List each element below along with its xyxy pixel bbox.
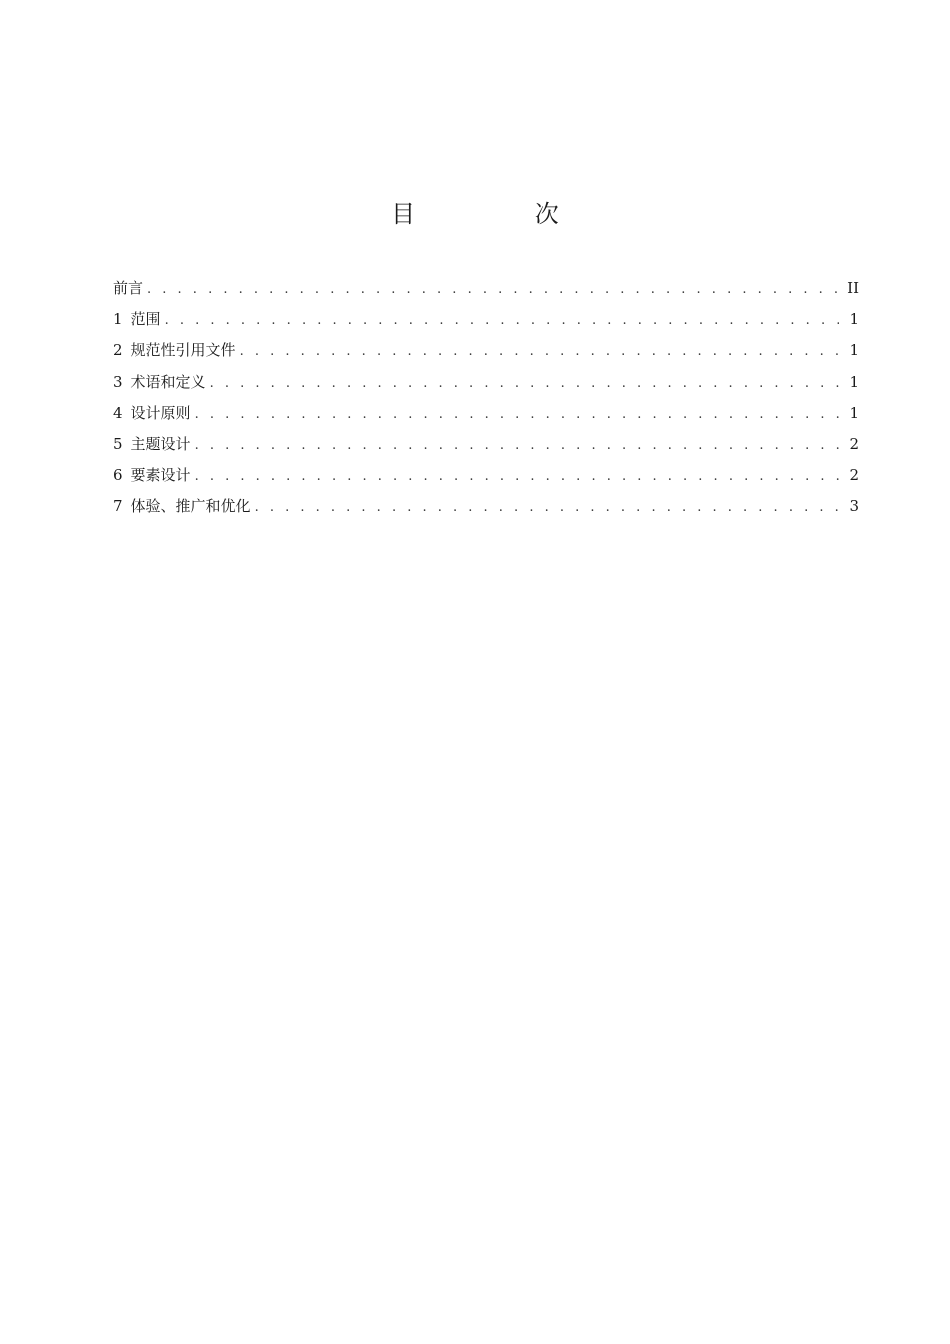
toc-dot-leader — [210, 372, 839, 396]
toc-entry-page: 2 — [849, 434, 859, 453]
toc-entry-terms-definitions[interactable] — [113, 370, 859, 401]
toc-entry-page: 3 — [849, 497, 859, 516]
toc-entry-label: 主题设计 — [130, 434, 191, 453]
toc-entry-label: 规范性引用文件 — [130, 341, 236, 360]
toc-entry-number: 1 — [113, 310, 123, 329]
toc-dot-leader — [195, 403, 839, 427]
toc-entry-number: 5 — [113, 434, 123, 453]
toc-entry-page: 1 — [849, 403, 859, 422]
toc-dot-leader — [147, 278, 839, 302]
toc-entry-element-design[interactable] — [113, 463, 859, 494]
toc-entry-label: 范围 — [130, 310, 161, 329]
toc-entry-page: 1 — [849, 310, 859, 329]
toc-entry-scope[interactable] — [113, 307, 859, 338]
toc-dot-leader — [255, 496, 839, 520]
toc-entry-foreword[interactable] — [113, 276, 859, 307]
toc-entry-number: 4 — [113, 403, 123, 422]
toc-entry-page: 1 — [849, 372, 859, 391]
toc-list — [113, 276, 859, 526]
toc-entry-page: II — [847, 279, 859, 297]
toc-entry-label: 体验、推广和优化 — [130, 497, 251, 516]
toc-dot-leader — [165, 309, 839, 333]
toc-entry-normative-references[interactable] — [113, 338, 859, 369]
toc-entry-design-principles[interactable] — [113, 401, 859, 432]
toc-dot-leader — [240, 340, 839, 364]
toc-entry-number: 3 — [113, 372, 123, 391]
toc-entry-label: 要素设计 — [130, 466, 191, 485]
toc-title: 目 次 — [391, 200, 615, 228]
toc-entry-theme-design[interactable] — [113, 432, 859, 463]
toc-dot-leader — [195, 465, 839, 489]
toc-entry-label: 术语和定义 — [130, 372, 206, 391]
toc-entry-experience-promotion[interactable] — [113, 494, 859, 525]
toc-entry-page: 1 — [849, 341, 859, 360]
toc-entry-number: 7 — [113, 497, 123, 516]
toc-entry-number: 6 — [113, 466, 123, 485]
toc-entry-number: 2 — [113, 341, 123, 360]
toc-entry-page: 2 — [849, 466, 859, 485]
toc-entry-label: 前言 — [113, 279, 144, 297]
toc-entry-label: 设计原则 — [130, 403, 191, 422]
toc-dot-leader — [195, 434, 839, 458]
